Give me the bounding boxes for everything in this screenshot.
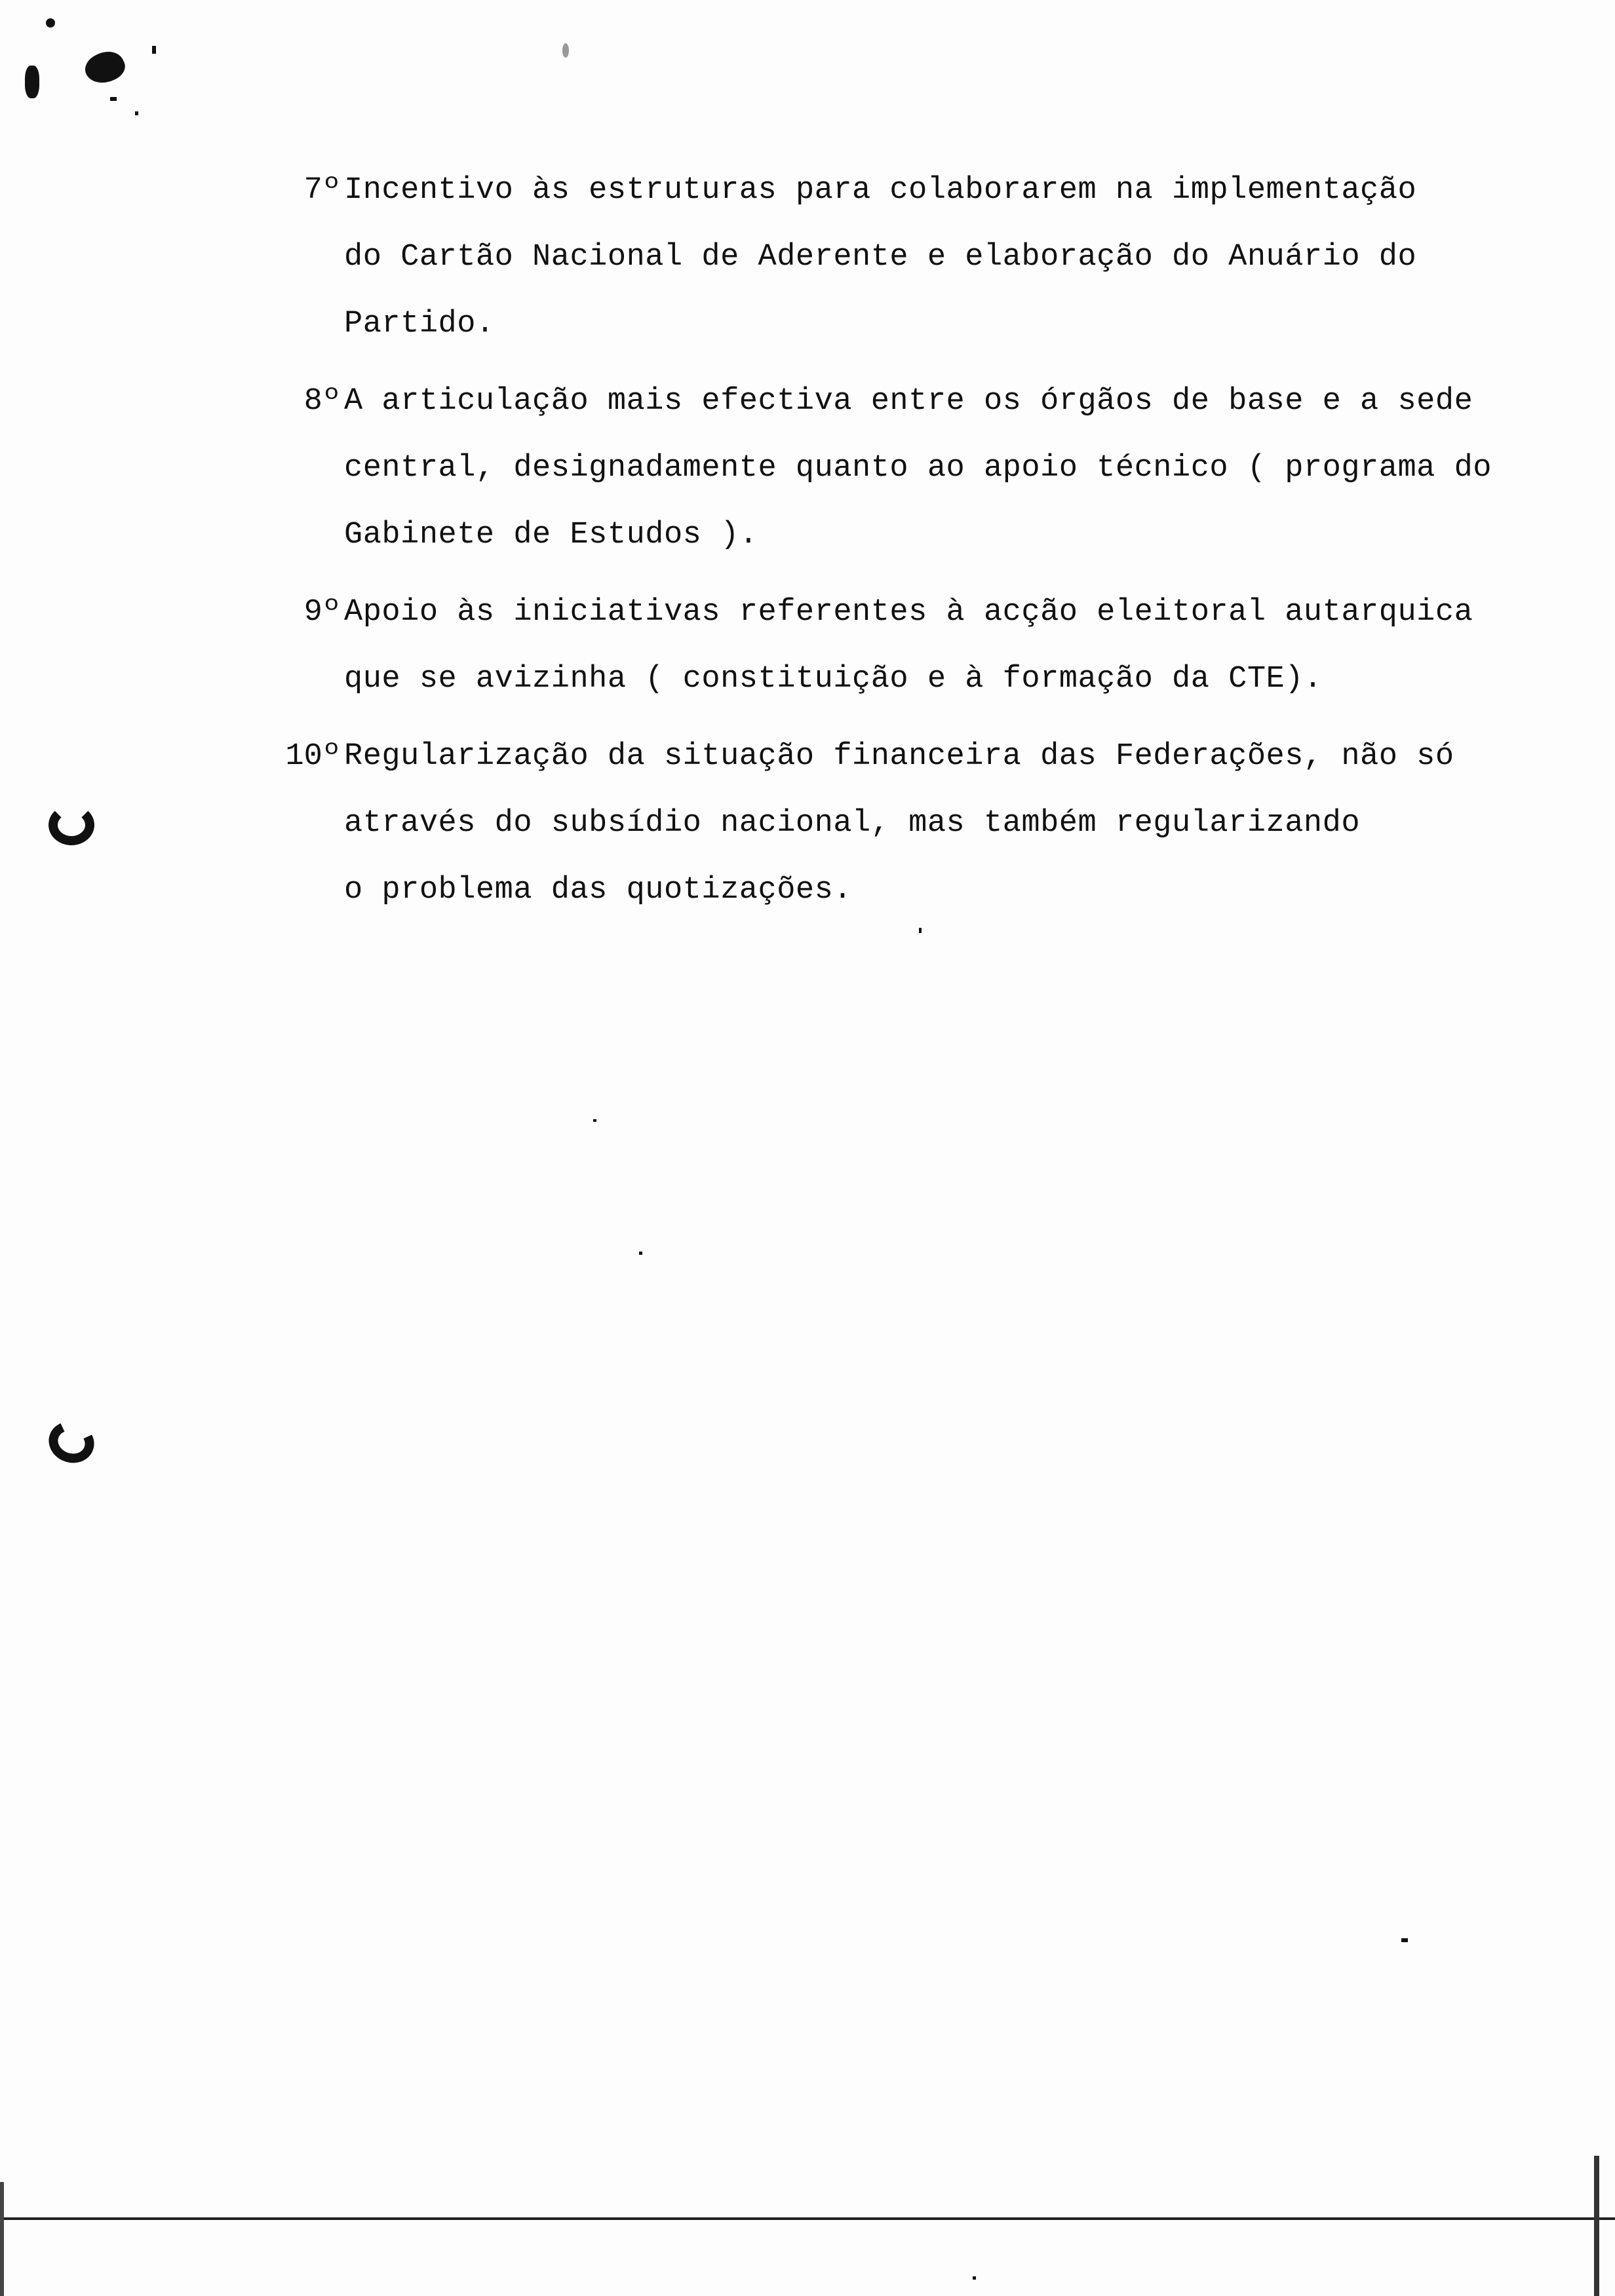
scan-blot [81,45,129,89]
punch-hole [43,1415,100,1469]
list-item [262,579,1560,713]
scan-speck [639,1252,642,1255]
page-edge-right [1594,2156,1599,2296]
scan-speck [593,1119,596,1122]
item-text: Incentivo às estruturas para colaborarem na implementação do Cartão Nacional de Aderente e elaboração do Anuário do Partido. [344,173,1417,341]
item-text: Regularização da situação financeira das Federações, não só através do subsídio nacional, mas também regularizando o problema das quotizações. [344,739,1454,908]
scan-speck [135,111,138,115]
scan-speck [110,97,117,101]
item-number: 7º [303,173,341,208]
scan-speck [25,66,39,98]
scan-speck [46,18,55,28]
scan-speck [1401,1938,1408,1942]
page-edge-line [0,2217,1615,2220]
item-number: 9º [303,595,341,630]
item-number: 10º [285,739,341,774]
list-item [262,368,1560,569]
scan-speck [152,46,156,54]
page-edge-left [0,2182,4,2296]
item-text: A articulação mais efectiva entre os órgãos de base e a sede central, designadamente quanto ao apoio técnico ( programa do Gabinete de Estudos ). [344,384,1492,552]
item-text: Apoio às iniciativas referentes à acção eleitoral autarquica que se avizinha ( constituição e à formação da CTE). [344,595,1473,697]
punch-hole [49,805,94,845]
scan-speck [919,928,922,933]
scan-speck [562,43,569,58]
scan-speck [973,2276,976,2280]
list-item [262,723,1560,924]
item-number: 8º [303,384,341,419]
list-item [262,157,1560,358]
numbered-list [262,157,1560,934]
